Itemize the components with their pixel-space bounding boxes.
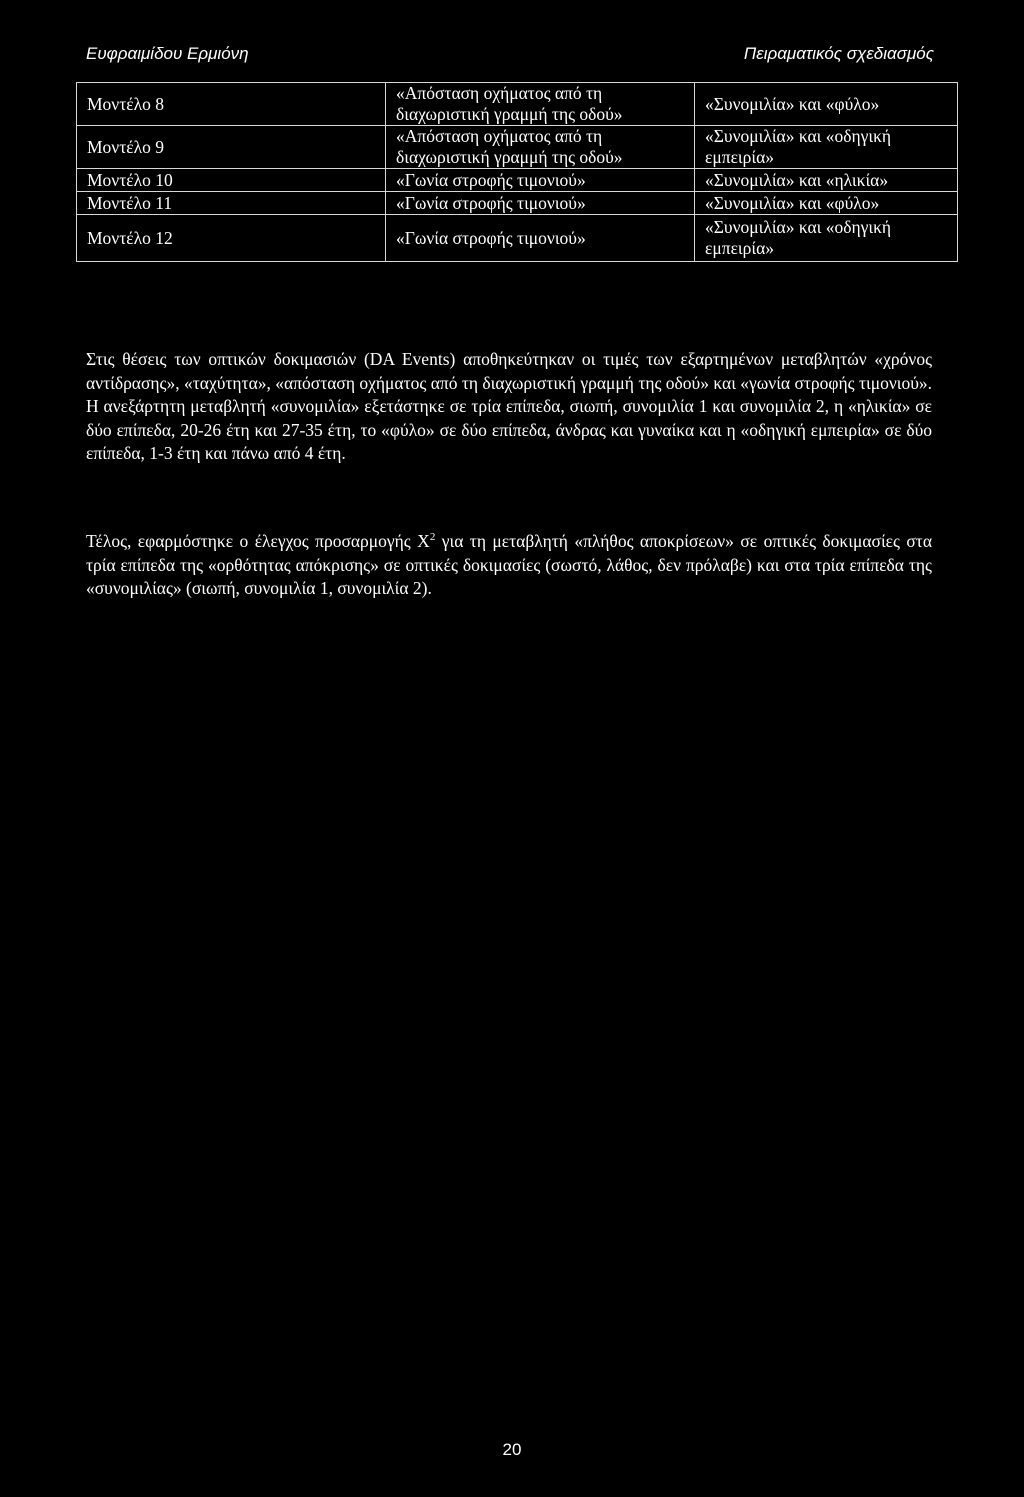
body-paragraph-2 — [86, 530, 932, 601]
model-name: Μοντέλο 9 — [77, 126, 386, 169]
model-name: Μοντέλο 12 — [77, 215, 386, 262]
dependent-variable: «Απόσταση οχήματος από τη διαχωριστική γραμμή της οδού» — [386, 126, 695, 169]
dependent-variable: «Γωνία στροφής τιμονιού» — [386, 192, 695, 215]
page-number: 20 — [502, 1440, 522, 1459]
models-table — [76, 82, 958, 262]
dependent-variable: «Γωνία στροφής τιμονιού» — [386, 215, 695, 262]
body-paragraph-1: Στις θέσεις των οπτικών δοκιμασιών (DA Events) αποθηκεύτηκαν οι τιμές των εξαρτημένων μεταβλητών «χρόνος αντίδρασης», «ταχύτητα», «απόσταση οχήματος από τη διαχωριστική γραμμή της οδού» και «γωνία στροφής τιμονιού». Η ανεξάρτητη μεταβλητή «συνομιλία» εξετάστηκε σε τρία επίπεδα, σιωπή, συνομιλία 1 και συνομιλία 2, η «ηλικία» σε δύο επίπεδα, 20-26 έτη και 27-35 έτη, το «φύλο» σε δύο επίπεδα, άνδρας και γυναίκα και η «οδηγική εμπειρία» σε δύο επίπεδα, 1-3 έτη και πάνω από 4 έτη. — [86, 349, 932, 464]
table-row — [77, 215, 958, 262]
model-name: Μοντέλο 11 — [77, 192, 386, 215]
independent-factors: «Συνομιλία» και «οδηγική εμπειρία» — [695, 126, 958, 169]
superscript: 2 — [429, 531, 436, 544]
paragraph-2-end: για τη μεταβλητή «πλήθος αποκρίσεων» σε οπτικές δοκιμασίες στα τρία επίπεδα της «ορθότητας απόκρισης» σε οπτικές δοκιμασίες (σωστό, λάθος, δεν πρόλαβε) και στα τρία επίπεδα της «συνομιλίας» (σιωπή, συνομιλία 1, συνομιλία 2). — [86, 531, 932, 599]
model-name: Μοντέλο 10 — [77, 169, 386, 192]
table-row — [77, 169, 958, 192]
independent-factors: «Συνομιλία» και «φύλο» — [695, 192, 958, 215]
independent-factors: «Συνομιλία» και «ηλικία» — [695, 169, 958, 192]
header-section: Πειραματικός σχεδιασμός — [743, 44, 934, 63]
independent-factors: «Συνομιλία» και «φύλο» — [695, 83, 958, 126]
table-row — [77, 192, 958, 215]
paragraph-2-start: Τέλος, εφαρμόστηκε ο έλεγχος προσαρμογής Χ — [86, 531, 430, 551]
dependent-variable: «Απόσταση οχήματος από τη διαχωριστική γραμμή της οδού» — [386, 83, 695, 126]
independent-factors: «Συνομιλία» και «οδηγική εμπειρία» — [695, 215, 958, 262]
model-name: Μοντέλο 8 — [77, 83, 386, 126]
table-row — [77, 83, 958, 126]
header-author: Ευφραιμίδου Ερμιόνη — [86, 44, 249, 63]
table-row — [77, 126, 958, 169]
dependent-variable: «Γωνία στροφής τιμονιού» — [386, 169, 695, 192]
